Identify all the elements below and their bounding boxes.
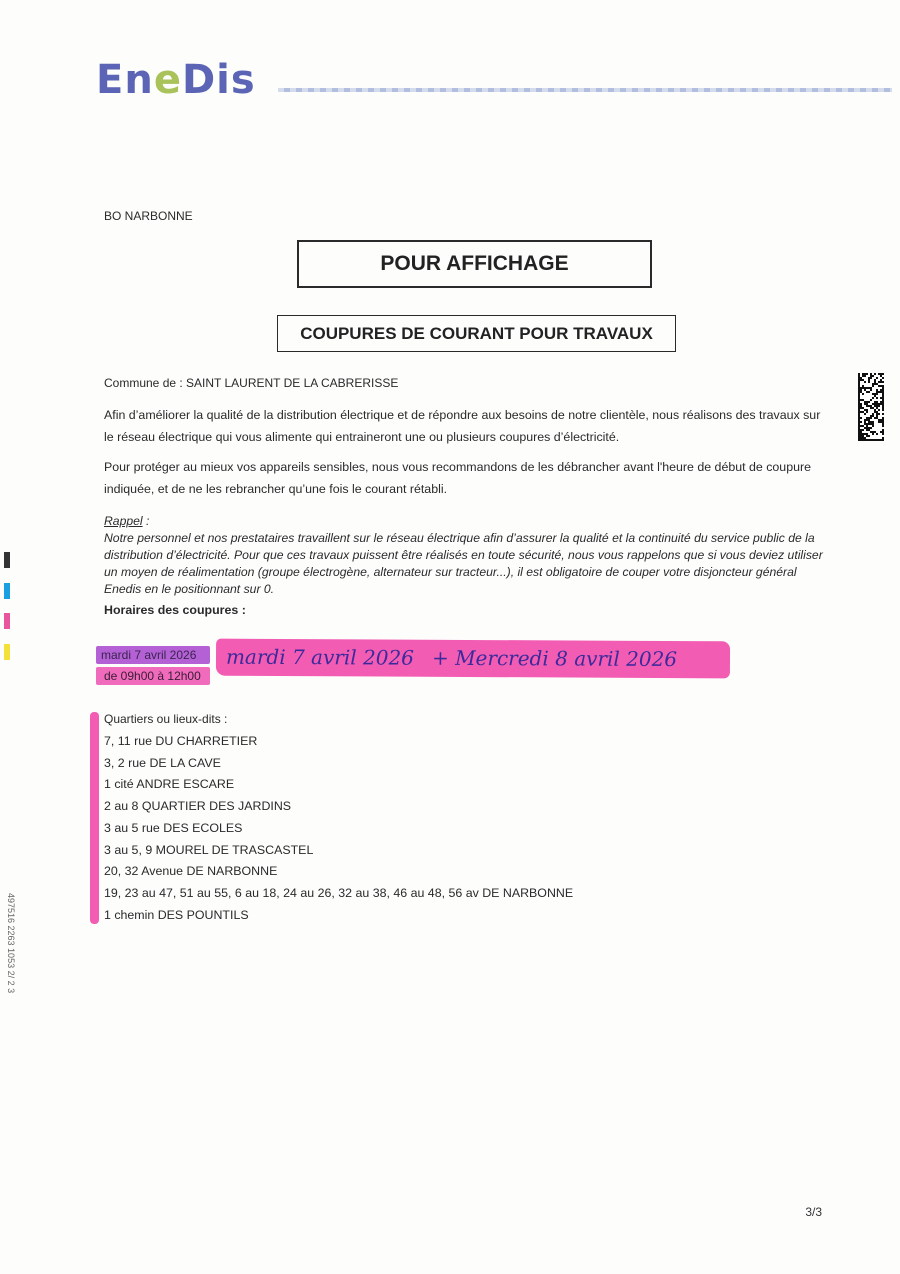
list-item: 20, 32 Avenue DE NARBONNE: [104, 864, 278, 879]
schedule-date: mardi 7 avril 2026: [96, 646, 210, 664]
enedis-logo: [96, 52, 256, 108]
office-name: BO NARBONNE: [104, 209, 193, 223]
list-item: 1 cité ANDRE ESCARE: [104, 777, 235, 792]
quartiers-list: [104, 731, 573, 926]
handwritten-date-2: + Mercredi 8 avril 2026: [431, 645, 678, 672]
list-item: 19, 23 au 47, 51 au 55, 6 au 18, 24 au 26, 32 au 38, 46 au 48, 56 av DE NARBONNE: [104, 885, 574, 900]
print-mark-magenta: [4, 613, 10, 629]
schedule-time: de 09h00 à 12h00: [96, 667, 210, 685]
print-mark-cyan: [4, 583, 10, 599]
list-item: 7, 11 rue DU CHARRETIER: [104, 734, 258, 748]
margin-code: 497516 2263 1053 2/ 2 3: [6, 893, 16, 994]
logo-part-3: Dis: [181, 57, 256, 103]
rappel-text: Notre personnel et nos prestataires travaillent sur le réseau électrique afin d’assurer la qualité et la continuité du service public de la distribution d’électricité. Pour que ces travaux puissent être réalisés en toute sécurité, nous vous rappelons que si vous deviez utiliser un moyen de réalimentation (groupe électrogène, alternateur sur tracteur...), il est obligatoire de couper votre disjoncteur général Enedis en le positionnant sur 0.: [104, 531, 823, 596]
list-item: 3 au 5 rue DES ECOLES: [104, 820, 243, 835]
list-item: 2 au 8 QUARTIER DES JARDINS: [104, 799, 292, 814]
page-subtitle: COUPURES DE COURANT POUR TRAVAUX: [277, 315, 676, 352]
handwritten-highlight: [216, 639, 730, 679]
rappel-label: Rappel: [104, 514, 143, 528]
rappel-block: Rappel : Notre personnel et nos prestataires travaillent sur le réseau électrique afin d’assurer la qualité et la continuité du service public de la distribution d’électricité. Pour que ces travaux puissent être réalisés en toute sécurité, nous vous rappelons que si vous deviez utiliser un moyen de réalimentation (groupe électrogène, alternateur sur tracteur...), il est obligatoire de couper votre disjoncteur général Enedis en le positionnant sur 0.: [104, 514, 823, 596]
quartiers-heading: Quartiers ou lieux-dits :: [104, 712, 228, 726]
highlighter-mark: [90, 712, 99, 924]
print-mark-yellow: [4, 644, 10, 660]
list-item: 3, 2 rue DE LA CAVE: [104, 755, 221, 770]
handwritten-date-1: mardi 7 avril 2026: [225, 644, 414, 670]
list-item: 3 au 5, 9 MOUREL DE TRASCASTEL: [104, 842, 314, 857]
logo-part-1: En: [96, 57, 154, 103]
header-divider: [278, 88, 892, 92]
horaires-heading: Horaires des coupures :: [104, 603, 246, 617]
page-number: 3/3: [805, 1205, 822, 1219]
advice-paragraph: Pour protéger au mieux vos appareils sensibles, nous vous recommandons de les débrancher avant l'heure de début de coupure indiquée, et de ne les rebrancher qu’une fois le courant rétabli.: [104, 460, 811, 496]
commune-line: Commune de : SAINT LAURENT DE LA CABRERISSE: [104, 376, 399, 390]
list-item: 1 chemin DES POUNTILS: [104, 907, 249, 922]
page-title: POUR AFFICHAGE: [297, 240, 652, 288]
logo-part-2: e: [153, 57, 182, 103]
print-mark-black: [4, 552, 10, 568]
datamatrix-code-icon: [858, 373, 884, 441]
intro-paragraph: Afin d’améliorer la qualité de la distribution électrique et de répondre aux besoins de notre clientèle, nous réalisons des travaux sur le réseau électrique qui vous alimente qui entraineront une ou plusieurs coupures d’électricité.: [104, 408, 821, 444]
